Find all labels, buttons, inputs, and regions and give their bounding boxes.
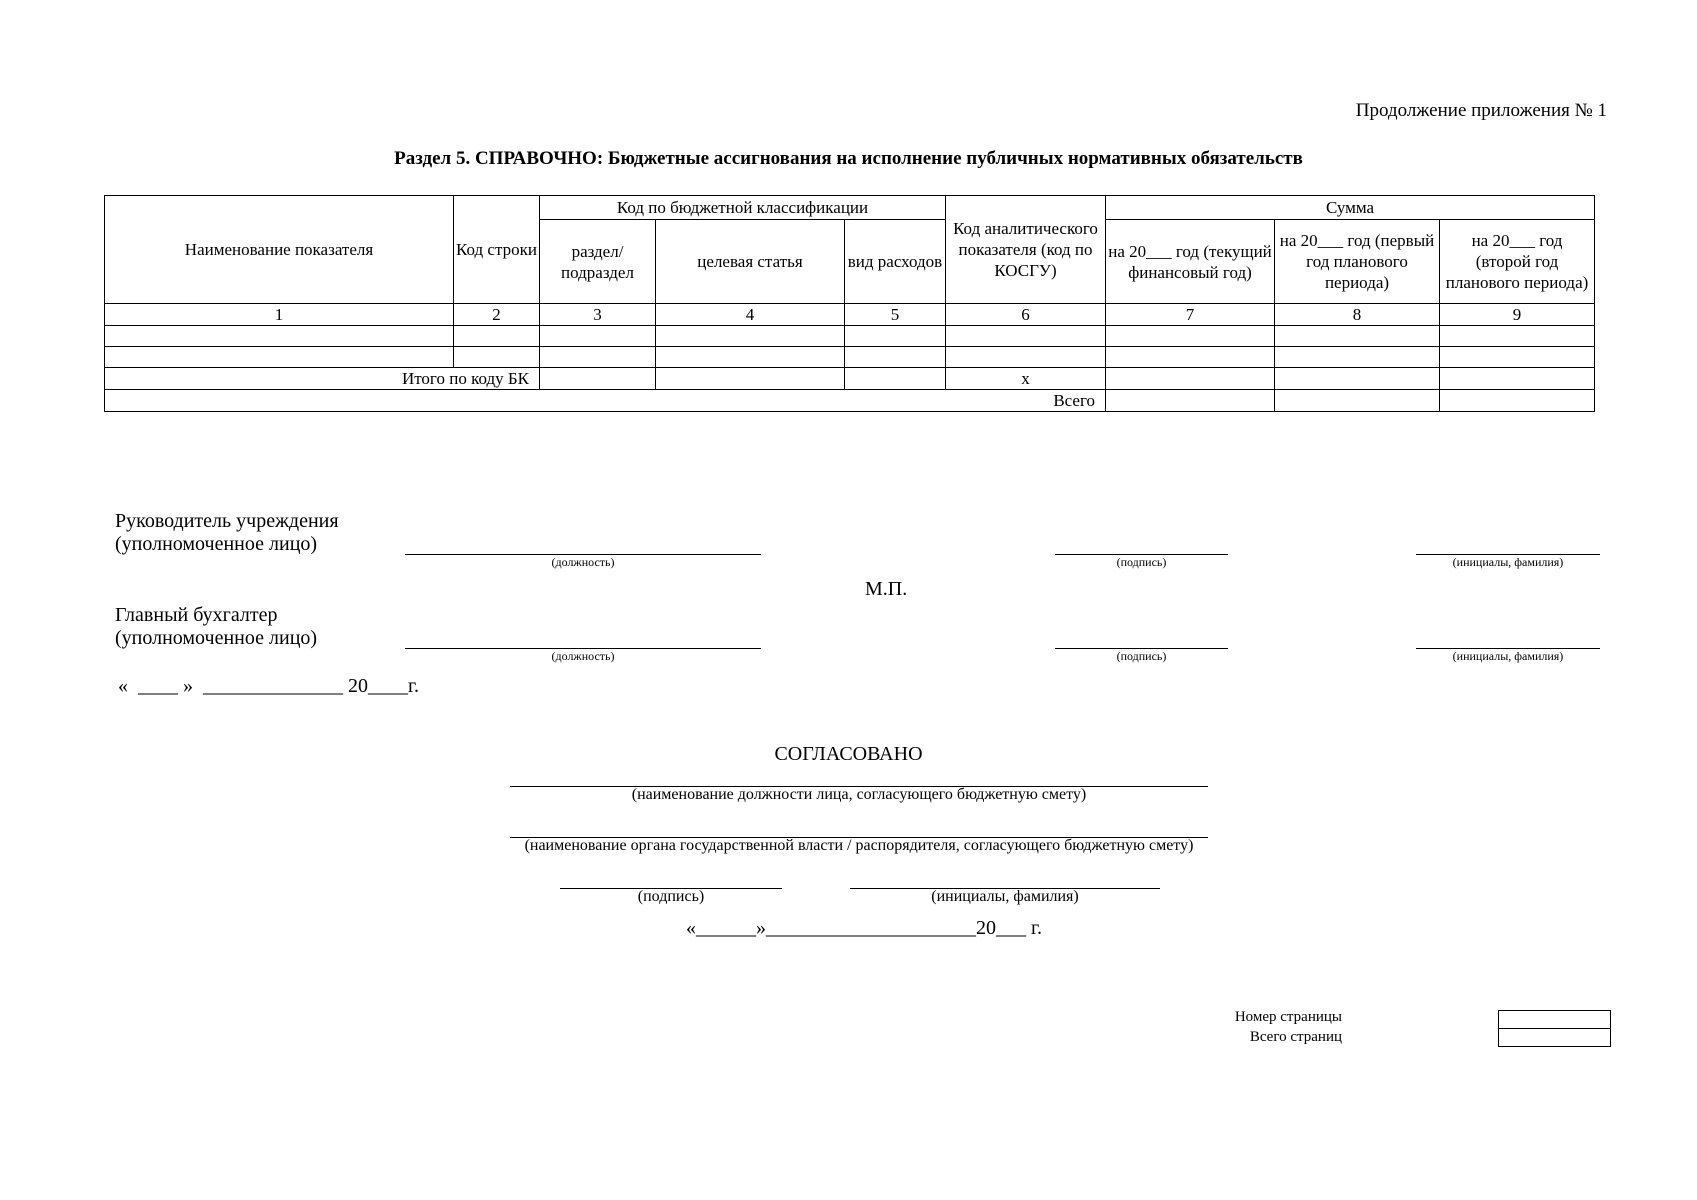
- section-title: Раздел 5. СПРАВОЧНО: Бюджетные ассигнования на исполнение публичных нормативных обязательств: [394, 148, 1303, 169]
- head-label-line-1: Руководитель учреждения: [115, 510, 339, 532]
- chief-initials-caption: (инициалы, фамилия): [1452, 649, 1564, 663]
- total-by-code-x: х: [946, 368, 1106, 390]
- col-number: 5: [845, 304, 946, 326]
- chief-label-line-2: (уполномоченное лицо): [115, 627, 318, 649]
- table-cell[interactable]: [540, 368, 656, 390]
- table-row: [105, 326, 1595, 347]
- col-number: 6: [946, 304, 1106, 326]
- header-year-current: на 20___ год (текущий финансовый год): [1106, 220, 1275, 304]
- table-cell[interactable]: [105, 347, 454, 368]
- table-cell[interactable]: [1275, 326, 1440, 347]
- header-year-second: на 20___ год (второй год планового периода): [1440, 220, 1595, 304]
- budget-table: [104, 195, 1595, 412]
- table-cell[interactable]: [1440, 326, 1595, 347]
- head-label: [115, 510, 339, 556]
- col-number: 8: [1275, 304, 1440, 326]
- header-year-first: на 20___ год (первый год планового периода): [1275, 220, 1440, 304]
- table-cell[interactable]: [1440, 368, 1595, 390]
- header-target: целевая статья: [656, 220, 845, 304]
- chief-signature-caption: (подпись): [1116, 649, 1167, 663]
- chief-label-line-1: Главный бухгалтер: [115, 604, 278, 626]
- table-cell[interactable]: [105, 326, 454, 347]
- total-by-code-row: [105, 368, 1595, 390]
- table-cell[interactable]: [1275, 347, 1440, 368]
- column-numbers-row: [105, 304, 1595, 326]
- grand-total-label: Всего: [105, 390, 1106, 412]
- page-number-box[interactable]: [1498, 1010, 1611, 1029]
- table-cell[interactable]: [1440, 347, 1595, 368]
- col-number: 2: [454, 304, 540, 326]
- table-cell[interactable]: [454, 347, 540, 368]
- agreement-signature-caption: (подпись): [637, 888, 705, 905]
- agreement-date[interactable]: «______»_____________________20___ г.: [686, 917, 1042, 939]
- total-by-code-label: Итого по коду БК: [105, 368, 540, 390]
- agreement-position-caption: (наименование должности лица, согласующего бюджетную смету): [631, 786, 1087, 803]
- table-cell[interactable]: [1106, 390, 1275, 412]
- head-position-caption: (должность): [551, 555, 615, 569]
- page-number-label: Номер страницы: [1234, 1009, 1342, 1025]
- table-cell[interactable]: [1275, 390, 1440, 412]
- col-number: 3: [540, 304, 656, 326]
- table-cell[interactable]: [454, 326, 540, 347]
- grand-total-row: [105, 390, 1595, 412]
- table-cell[interactable]: [1440, 390, 1595, 412]
- agreement-initials-caption: (инициалы, фамилия): [931, 888, 1079, 905]
- header-sum-group: Сумма: [1106, 196, 1595, 220]
- table-cell[interactable]: [946, 347, 1106, 368]
- total-pages-label: Всего страниц: [1249, 1029, 1342, 1045]
- stamp-place: М.П.: [865, 578, 908, 600]
- header-analytic-code: Код аналитического показателя (код по КОСГУ): [946, 196, 1106, 304]
- appendix-continuation: Продолжение приложения № 1: [1355, 100, 1607, 121]
- agreement-body-caption: (наименование органа государственной власти / распорядителя, согласующего бюджетную смету): [524, 837, 1194, 854]
- table-cell[interactable]: [1275, 368, 1440, 390]
- table-cell[interactable]: [845, 326, 946, 347]
- table-cell[interactable]: [540, 326, 656, 347]
- table-row: [105, 347, 1595, 368]
- table-cell[interactable]: [656, 347, 845, 368]
- table-cell[interactable]: [845, 368, 946, 390]
- table-cell[interactable]: [1106, 347, 1275, 368]
- head-initials-caption: (инициалы, фамилия): [1452, 555, 1564, 569]
- head-signature-caption: (подпись): [1116, 555, 1167, 569]
- total-pages-box[interactable]: [1498, 1028, 1611, 1047]
- col-number: 4: [656, 304, 845, 326]
- table-cell[interactable]: [656, 326, 845, 347]
- header-row-code: Код строки: [454, 196, 540, 304]
- table-cell[interactable]: [656, 368, 845, 390]
- header-name: Наименование показателя: [105, 196, 454, 304]
- col-number: 1: [105, 304, 454, 326]
- col-number: 9: [1440, 304, 1595, 326]
- head-label-line-2: (уполномоченное лицо): [115, 533, 318, 555]
- chief-label: [115, 604, 317, 650]
- table-cell[interactable]: [946, 326, 1106, 347]
- signature-date[interactable]: « ____ » ______________ 20____г.: [118, 675, 419, 697]
- table-cell[interactable]: [845, 347, 946, 368]
- table-cell[interactable]: [540, 347, 656, 368]
- table-cell[interactable]: [1106, 368, 1275, 390]
- header-expense: вид расходов: [845, 220, 946, 304]
- chief-position-caption: (должность): [551, 649, 615, 663]
- col-number: 7: [1106, 304, 1275, 326]
- table-cell[interactable]: [1106, 326, 1275, 347]
- header-bk-group: Код по бюджетной классификации: [540, 196, 946, 220]
- header-section: раздел/ подраздел: [540, 220, 656, 304]
- agreed-title: СОГЛАСОВАНО: [774, 743, 923, 765]
